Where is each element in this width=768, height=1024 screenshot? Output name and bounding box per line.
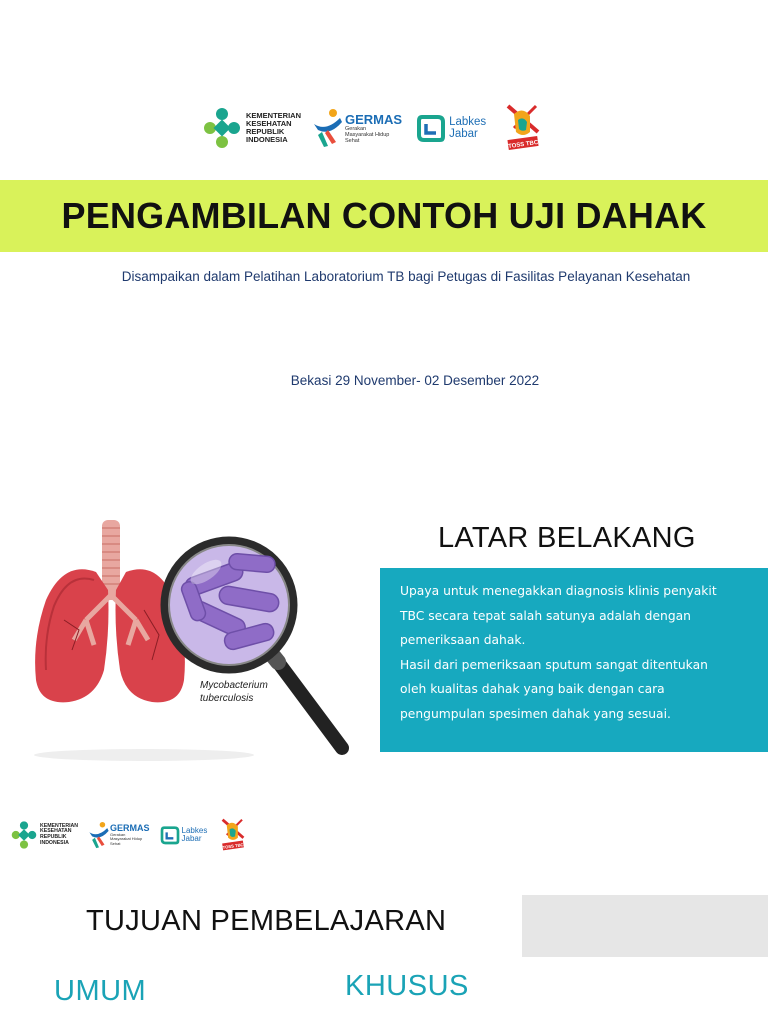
germas-figure-icon bbox=[312, 108, 344, 148]
page-title: PENGAMBILAN CONTOH UJI DAHAK bbox=[61, 195, 707, 236]
germas-tagline-small: Gerakan Masyarakat Hidup Sehat bbox=[110, 831, 143, 846]
kemenkes-logo bbox=[202, 106, 302, 150]
toss-tbc-badge-text: TOSS TBC bbox=[508, 139, 539, 151]
logo-row-small bbox=[10, 815, 249, 855]
toss-tbc-badge-icon bbox=[500, 102, 546, 154]
background-text-box bbox=[380, 568, 768, 752]
slide-title bbox=[0, 0, 768, 480]
labkes-wordmark-line2-small: Jabar bbox=[181, 834, 202, 843]
kemenkes-emblem-icon bbox=[202, 106, 242, 150]
illustration-label-line1: Mycobacterium bbox=[200, 680, 268, 691]
germas-logo-small bbox=[88, 821, 150, 849]
lungs-magnifier-icon bbox=[24, 510, 354, 770]
labkes-wordmark-line2: Jabar bbox=[449, 128, 478, 140]
labkes-wordmark-line1-small: Labkes bbox=[181, 825, 208, 835]
grey-panel bbox=[522, 895, 768, 957]
toss-tbc-logo-small bbox=[217, 816, 249, 854]
kemenkes-logo-text-small: KEMENTERIAN KESEHATAN REPUBLIK INDONESIA bbox=[40, 822, 79, 846]
background-body-text: Upaya untuk menegakkan diagnosis klinis penyakit TBC secara tepat salah satunya adalah dengan pemeriksaan dahak. Hasil dari pemeriksaan sputum sangat ditentukan oleh kualitas dahak yang baik dengan cara pengumpulan spesimen dahak yang sesuai. bbox=[400, 584, 717, 721]
illustration-label-line2: tuberculosis bbox=[200, 693, 254, 704]
slide-learning-objectives bbox=[0, 800, 768, 1024]
logo-row bbox=[202, 100, 546, 156]
kemenkes-logo-text: KEMENTERIAN KESEHATAN REPUBLIK INDONESIA bbox=[246, 111, 302, 144]
section-heading: LATAR BELAKANG bbox=[438, 522, 696, 554]
germas-logo bbox=[312, 108, 402, 148]
toss-tbc-badge-text-small: TOSS TBC bbox=[222, 842, 245, 850]
labkes-wordmark-line1: Labkes bbox=[449, 116, 487, 128]
labkes-jabar-logo-small bbox=[160, 825, 208, 845]
lungs-magnifier-illustration bbox=[24, 510, 354, 770]
germas-figure-icon bbox=[88, 821, 110, 849]
specific-objective-heading: KHUSUS bbox=[345, 970, 469, 1002]
title-band bbox=[0, 180, 768, 252]
subtitle: Disampaikan dalam Pelatihan Laboratorium TB bagi Petugas di Fasilitas Pelayanan Kesehatan bbox=[121, 269, 691, 284]
event-date: Bekasi 29 November- 02 Desember 2022 bbox=[290, 373, 540, 388]
germas-wordmark: GERMAS bbox=[345, 111, 403, 127]
labkes-emblem-icon bbox=[160, 825, 180, 845]
toss-tbc-badge-icon bbox=[217, 816, 249, 854]
slide-background bbox=[0, 490, 768, 790]
toss-tbc-logo bbox=[500, 102, 546, 154]
kemenkes-emblem-icon bbox=[10, 820, 38, 850]
objectives-heading: TUJUAN PEMBELAJARAN bbox=[86, 905, 447, 937]
germas-tagline: Gerakan Masyarakat Hidup Sehat bbox=[345, 125, 390, 144]
labkes-emblem-icon bbox=[416, 113, 446, 143]
labkes-jabar-logo bbox=[416, 113, 486, 143]
kemenkes-logo-small bbox=[10, 820, 78, 850]
general-objective-heading: UMUM bbox=[54, 975, 147, 1007]
germas-wordmark-small: GERMAS bbox=[110, 822, 150, 833]
